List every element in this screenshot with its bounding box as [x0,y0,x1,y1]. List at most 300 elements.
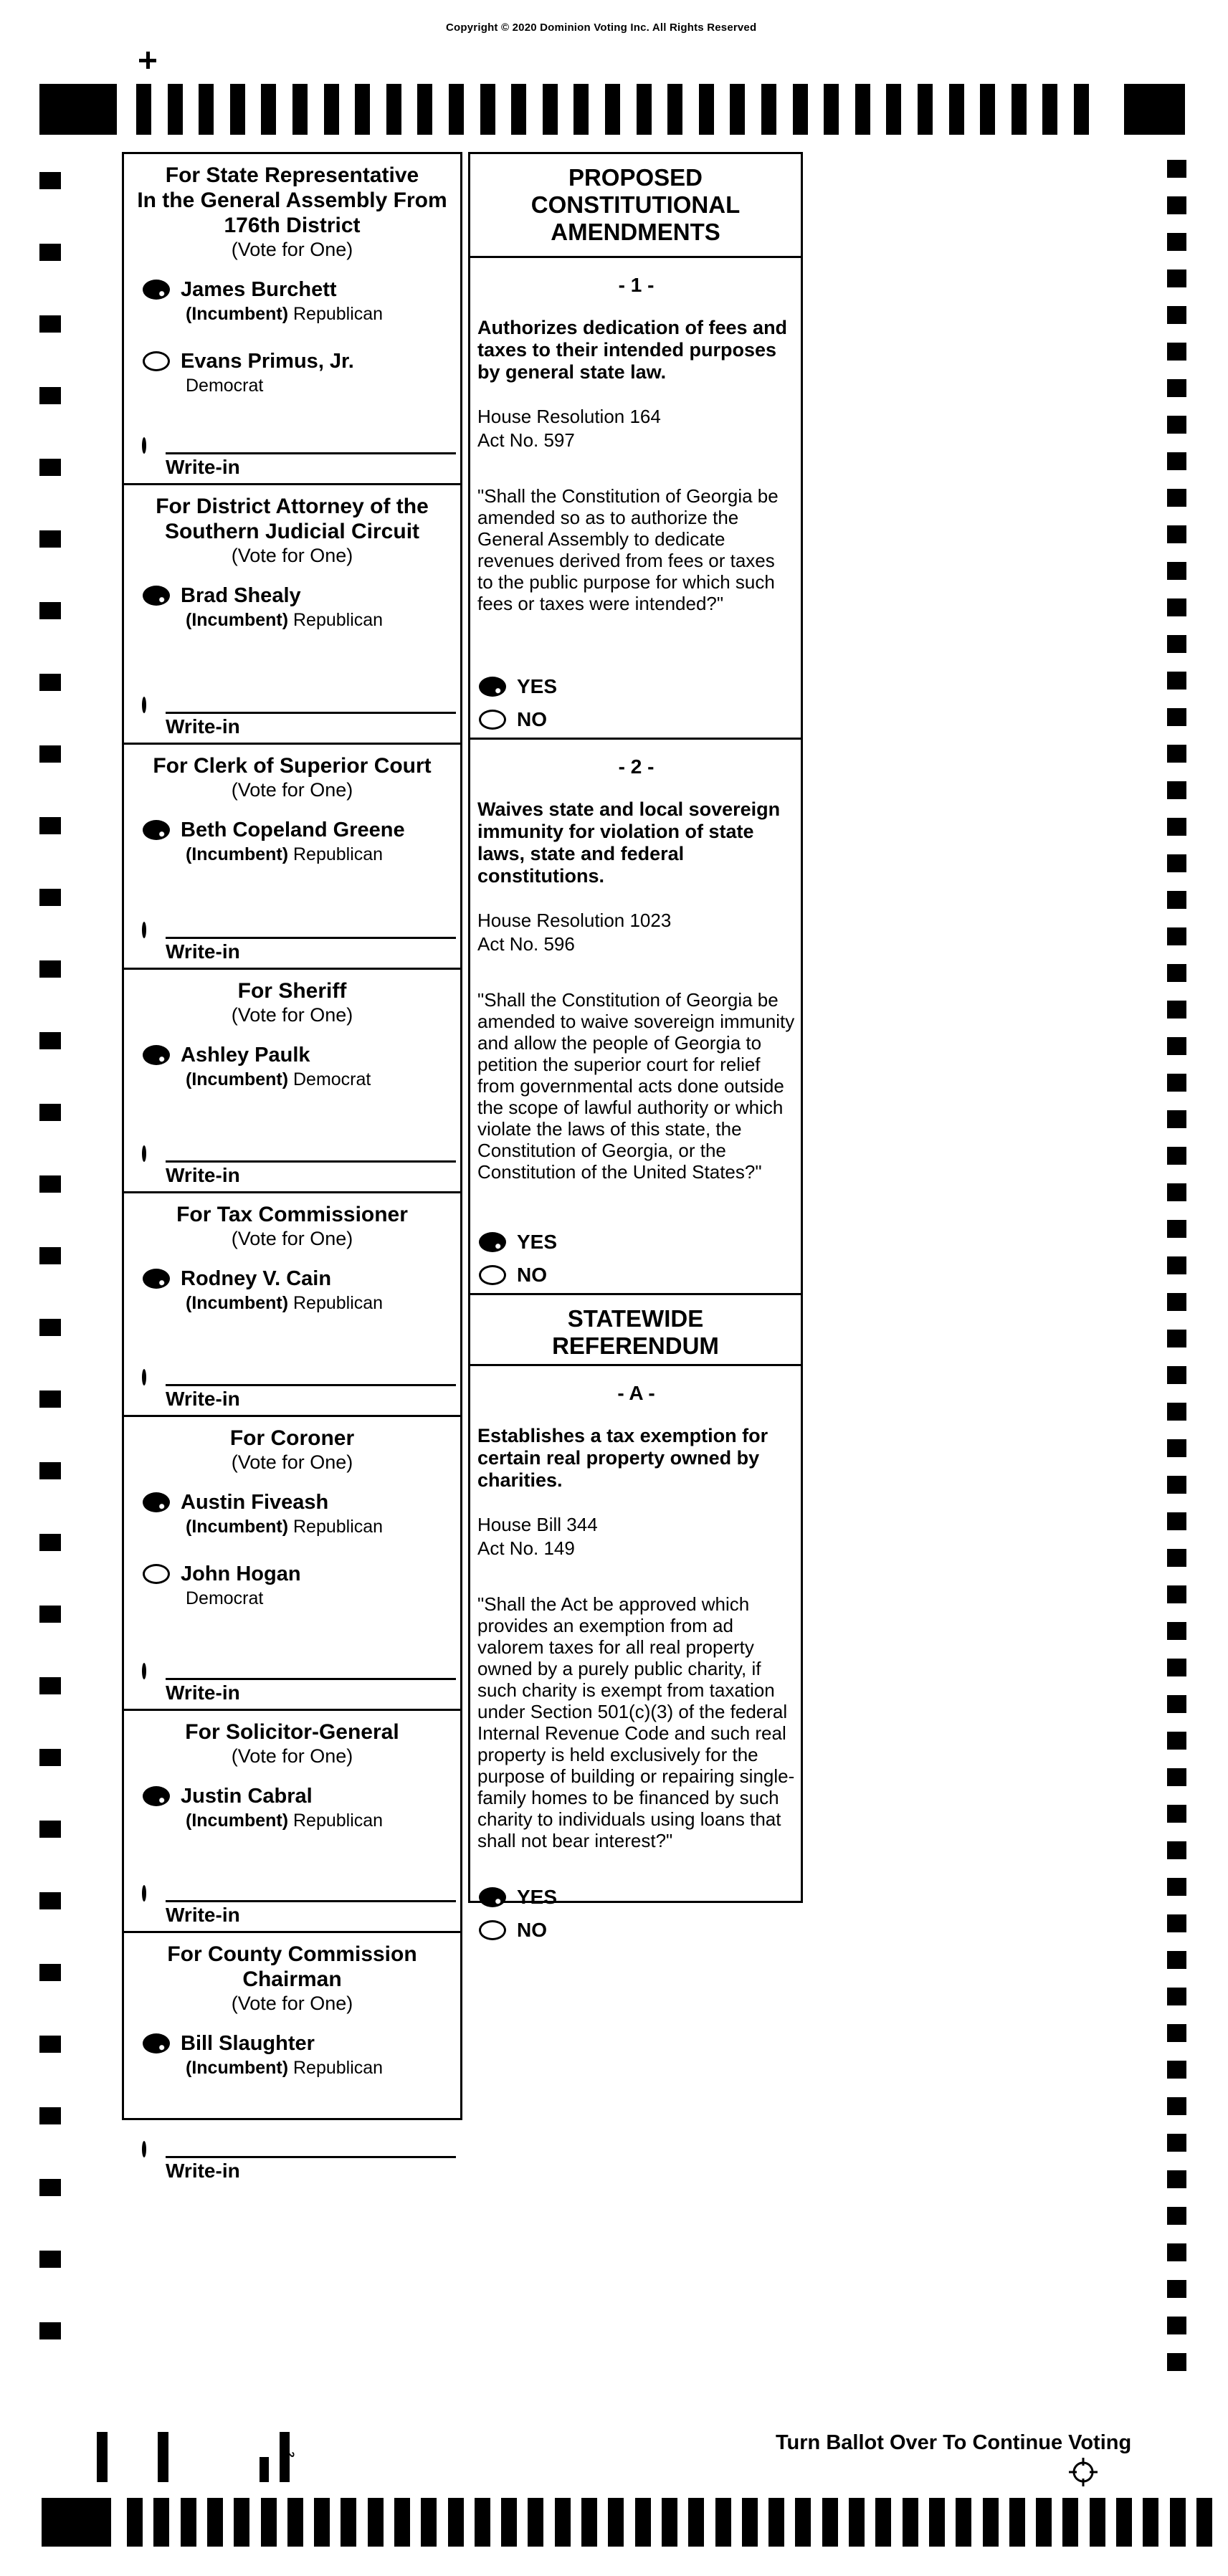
contest-title [127,494,457,544]
contest-box [124,494,460,745]
candidate-text [181,818,405,865]
timing-mark [1167,452,1186,470]
plus-alignment-icon [139,52,156,69]
timing-mark [386,84,401,135]
candidate-party [186,844,405,865]
write-in-line[interactable] [166,1900,456,1902]
choice-label: YES [517,1231,558,1253]
candidate-text [181,1784,383,1831]
vote-target-oval-filled[interactable] [479,1887,506,1907]
timing-mark [1167,1549,1186,1567]
timing-mark [1167,2097,1186,2115]
candidate-row [143,280,457,325]
measure-authority [477,909,795,956]
vote-target-oval-filled[interactable] [143,1786,170,1806]
timing-mark [795,2498,811,2547]
candidate-row [143,1786,457,1831]
timing-mark [1090,2498,1105,2547]
candidate-row [143,1045,457,1090]
choice-label: YES [517,675,558,697]
timing-mark [1167,1183,1186,1201]
write-in-area [142,439,456,479]
timing-mark [39,1892,61,1909]
timing-mark [1167,306,1186,324]
timing-block [42,2498,111,2547]
measure-authority-line: House Bill 344 [477,1514,598,1535]
candidate-party [186,609,383,631]
timing-mark [39,530,61,548]
timing-mark [39,1032,61,1049]
write-in-label: Write-in [166,1388,240,1410]
timing-mark [949,84,964,135]
contest-title-line: For State Representative [165,163,419,187]
timing-mark [39,1821,61,1838]
party-name: Republican [293,1293,384,1313]
contest-title [127,1426,457,1451]
contest-title-line: Southern Judicial Circuit [164,520,420,543]
section-header-line: STATEWIDE [567,1305,704,1332]
vote-target-oval-filled[interactable] [143,820,170,840]
timing-mark [1167,1001,1186,1019]
timing-mark [1167,1841,1186,1859]
timing-mark [1167,379,1186,397]
timing-mark [39,2322,61,2339]
ballot-measure-box [470,1382,801,1948]
timing-mark [234,2498,249,2547]
timing-mark [1167,489,1186,507]
timing-mark [39,2036,61,2053]
timing-mark [1167,416,1186,434]
vote-target-oval-filled[interactable] [143,1269,170,1289]
write-in-oval[interactable] [142,1369,146,1385]
timing-mark [511,84,526,135]
measure-authority [477,1513,795,1560]
timing-mark [421,2498,437,2547]
timing-mark [324,84,339,135]
party-name: Democrat [186,376,264,396]
timing-mark [1009,2498,1025,2547]
candidate-party [186,1588,301,1609]
vote-target-oval-filled[interactable] [143,1492,170,1512]
candidate-row [143,586,457,631]
choice-row [479,1231,557,1253]
timing-mark [1167,854,1186,872]
write-in-label: Write-in [166,715,240,738]
contest-box [124,1426,460,1711]
timing-mark [824,84,839,135]
timing-mark [39,960,61,978]
candidate-row [143,1269,457,1314]
incumbent-designation: (Incumbent) [186,1293,293,1313]
write-in-line[interactable] [166,937,456,939]
timing-mark [730,84,745,135]
candidate-text [181,349,354,396]
write-in-label: Write-in [166,940,240,963]
choice-row [479,1886,557,1908]
timing-mark [449,84,464,135]
timing-mark [1167,1330,1186,1347]
timing-mark [1167,1037,1186,1055]
timing-mark [1167,2024,1186,2042]
candidate-party [186,1516,383,1537]
timing-mark [480,84,495,135]
choice-row [479,1919,547,1941]
candidate-text [181,1043,371,1090]
timing-mark [1167,1622,1186,1640]
write-in-label: Write-in [166,1681,240,1704]
write-in-line[interactable] [166,1384,456,1386]
timing-mark [1167,672,1186,690]
timing-mark [199,84,214,135]
candidate-party [186,375,354,396]
vote-instruction: (Vote for One) [231,1451,353,1473]
timing-mark [822,2498,838,2547]
timing-mark [1167,2317,1186,2334]
turn-ballot-over-text: Turn Ballot Over To Continue Voting [776,2431,1132,2454]
timing-mark [39,602,61,619]
timing-mark [608,2498,624,2547]
write-in-oval[interactable] [142,1663,146,1679]
contest-title [127,978,457,1003]
timing-mark [501,2498,517,2547]
ballot-measure-box [470,755,801,1295]
incumbent-designation: (Incumbent) [186,1517,293,1537]
timing-mark [39,1964,61,1981]
timing-mark [1042,84,1057,135]
timing-mark [1167,964,1186,982]
timing-mark [39,244,61,261]
vote-instruction: (Vote for One) [231,239,353,260]
write-in-line[interactable] [166,712,456,714]
timing-mark [1167,562,1186,580]
timing-mark [1167,343,1186,361]
timing-mark [635,2498,651,2547]
timing-mark [368,2498,384,2547]
incumbent-designation: (Incumbent) [186,610,293,630]
candidate-text [181,583,383,631]
candidate-text [181,277,383,325]
vote-target-oval[interactable] [143,1564,170,1584]
timing-mark [417,84,432,135]
party-name: Republican [293,610,384,630]
choice-label: NO [517,1264,547,1286]
party-name: Republican [293,2058,384,2078]
timing-mark [1143,2498,1158,2547]
write-in-oval[interactable] [142,2141,146,2157]
vote-instruction: (Vote for One) [231,545,353,566]
timing-mark [1116,2498,1132,2547]
timing-mark [355,84,370,135]
timing-mark [1167,160,1186,178]
timing-mark [39,1462,61,1479]
vote-target-oval-filled[interactable] [479,677,506,697]
timing-block [1124,84,1185,135]
timing-mark [261,2498,277,2547]
write-in-label: Write-in [166,1164,240,1186]
timing-mark [855,84,870,135]
timing-mark [39,1319,61,1336]
contest-box [124,1202,460,1417]
vote-target-oval[interactable] [479,1265,506,1285]
timing-mark [1167,233,1186,251]
incumbent-designation: (Incumbent) [186,1069,293,1089]
measure-question: "Shall the Constitution of Georgia be amended to waive sovereign immunity and allow the people of Georgia to petition the superior court for relief from governmental acts done outside the scope of lawful authority or which violate the laws of this state, the Constitution of Georgia, or the Constitution of the United States?" [477,989,795,1183]
contest-box [124,978,460,1193]
vote-target-oval-filled[interactable] [143,1045,170,1065]
timing-mark [1167,1585,1186,1603]
timing-mark [1167,1878,1186,1896]
candidate-name: Rodney V. Cain [181,1267,332,1290]
write-in-oval[interactable] [142,437,146,454]
contest-title-line: For District Attorney of the [156,495,429,518]
section-header-line: AMENDMENTS [551,219,720,245]
timing-mark [1167,635,1186,653]
timing-mark [1167,2353,1186,2371]
timing-mark [39,2107,61,2124]
timing-mark [1167,2207,1186,2225]
candidate-name: Justin Cabral [181,1785,313,1808]
timing-mark [667,84,682,135]
vote-target-oval-filled[interactable] [479,1232,506,1252]
measure-summary: Authorizes dedication of fees and taxes to their intended purposes by general state law. [477,317,788,383]
write-in-area [142,2143,456,2183]
timing-mark [1167,2061,1186,2079]
timing-mark [1167,1951,1186,1969]
contest-box [124,1719,460,1933]
candidate-party [186,1069,371,1090]
timing-mark [768,2498,784,2547]
vote-instruction: (Vote for One) [231,779,353,801]
party-name: Republican [293,844,384,864]
timing-mark [699,84,714,135]
contest-title-line: For Coroner [229,1426,355,1450]
timing-mark [1170,2498,1186,2547]
ballot-measure-box [470,274,801,740]
timing-mark [39,1749,61,1766]
vote-target-oval-filled[interactable] [143,586,170,606]
candidate-row [143,1492,457,1537]
contest-title-line: Chairman [242,1967,342,1991]
timing-mark [39,459,61,476]
write-in-area [142,924,456,963]
measure-authority-line: Act No. 597 [477,429,575,451]
timing-mark [39,2179,61,2196]
timing-mark [39,745,61,763]
timing-mark [136,84,151,135]
timing-mark [181,2498,196,2547]
candidate-party [186,2057,383,2079]
timing-mark [1167,781,1186,799]
section-header-line: CONSTITUTIONAL [530,191,741,218]
timing-mark [39,1247,61,1264]
timing-mark [1167,525,1186,543]
party-name: Democrat [186,1588,264,1608]
timing-mark [1167,1110,1186,1128]
vote-instruction: (Vote for One) [231,1745,353,1767]
timing-mark [528,2498,543,2547]
registration-target-icon [1068,2457,1098,2487]
write-in-area [142,1665,456,1704]
timing-mark [742,2498,758,2547]
contest-title-line: For County Commission [167,1942,417,1966]
candidate-name: Austin Fiveash [181,1491,329,1514]
timing-mark [39,1534,61,1551]
vote-target-oval[interactable] [479,1920,506,1940]
timing-mark [1167,708,1186,726]
timing-mark [1167,1659,1186,1676]
candidate-name: Ashley Paulk [181,1044,310,1067]
vote-target-oval[interactable] [143,351,170,371]
timing-mark [1167,1366,1186,1384]
write-in-label: Write-in [166,1904,240,1926]
measure-summary: Waives state and local sovereign immunity for violation of state laws, state and federal constitutions. [477,798,781,887]
section-header-line: REFERENDUM [552,1332,719,1359]
candidate-text [181,1490,383,1537]
write-in-line[interactable] [166,452,456,454]
measure-summary: Establishes a tax exemption for certain real property owned by charities. [477,1425,768,1491]
timing-mark [39,1390,61,1408]
timing-mark [573,84,589,135]
timing-mark [903,2498,918,2547]
write-in-line[interactable] [166,1160,456,1163]
write-in-label: Write-in [166,456,240,478]
measure-column [468,152,803,1941]
timing-mark [849,2498,865,2547]
timing-mark [394,2498,410,2547]
contest-title [127,1719,457,1745]
vote-instruction: (Vote for One) [231,1228,353,1249]
timing-mark [341,2498,356,2547]
timing-mark [1167,1988,1186,2005]
ballot-id-bar [97,2432,108,2482]
measure-authority-line: Act No. 149 [477,1537,575,1559]
timing-mark [1167,269,1186,287]
timing-mark [1167,1512,1186,1530]
choice-row [479,1264,547,1286]
timing-mark [39,315,61,333]
vote-target-oval-filled[interactable] [143,280,170,300]
contest-box [124,1942,460,2187]
write-in-label: Write-in [166,2160,240,2182]
candidate-row [143,2033,457,2079]
write-in-oval[interactable] [142,1145,146,1162]
write-in-area [142,699,456,738]
candidate-row [143,1564,457,1609]
candidate-row [143,351,457,396]
timing-mark [555,2498,571,2547]
timing-mark [39,1104,61,1121]
timing-mark [1167,1914,1186,1932]
candidate-text [181,1266,383,1314]
timing-mark [715,2498,731,2547]
write-in-line[interactable] [166,1678,456,1680]
timing-mark [292,84,308,135]
candidate-text [181,2031,383,2079]
measure-number: - 1 - [618,274,655,296]
candidate-name: Brad Shealy [181,584,301,607]
timing-mark [543,84,558,135]
timing-mark [153,2498,169,2547]
timing-mark [662,2498,677,2547]
candidate-party [186,303,383,325]
contest-title-line: 176th District [224,214,361,237]
write-in-oval[interactable] [142,1885,146,1902]
incumbent-designation: (Incumbent) [186,1811,293,1831]
timing-mark [1167,1256,1186,1274]
timing-mark [886,84,901,135]
measure-authority [477,405,795,452]
timing-mark [1167,2243,1186,2261]
section-header-box [470,1295,801,1366]
choice-label: NO [517,708,547,730]
party-name: Republican [293,1517,384,1537]
measure-authority-line: House Resolution 164 [477,406,661,427]
timing-mark [39,1677,61,1694]
timing-mark [1167,1074,1186,1092]
contest-title-line: For Clerk of Superior Court [153,754,432,778]
measure-authority-line: Act No. 596 [477,933,575,955]
contest-title-line: For Solicitor-General [185,1720,399,1744]
write-in-oval[interactable] [142,697,146,713]
timing-mark [1012,84,1027,135]
measure-question: "Shall the Act be approved which provides an exemption from ad valorem taxes for all real property owned by a purely public charity, if such charity is exempt from taxation under Section 501(c)(3) of the federal Internal Revenue Code and such real property is held exclusively for the purpose of building or repairing single-family homes to be financed by such charity to individuals using loans that shall not bear interest?" [477,1593,795,1851]
timing-mark [1167,1768,1186,1786]
party-name: Republican [293,304,384,324]
contest-title-line: In the General Assembly From [137,189,447,212]
timing-mark [1167,818,1186,836]
measure-number: - A - [617,1382,655,1404]
timing-mark [1167,927,1186,945]
section-header-box [470,154,801,258]
write-in-line[interactable] [166,2156,456,2158]
timing-mark [1167,1476,1186,1494]
choice-label: NO [517,1919,547,1941]
measure-question: "Shall the Constitution of Georgia be amended so as to authorize the General Assembly to dedicate revenues derived from fees or taxes to the public purpose for which such fees or taxes were intended?" [477,485,779,614]
vote-target-oval-filled[interactable] [143,2033,170,2053]
write-in-area [142,1887,456,1927]
timing-mark [1167,1147,1186,1165]
incumbent-designation: (Incumbent) [186,304,293,324]
choice-row [479,709,547,730]
section-header-line: PROPOSED [568,164,703,191]
timing-block [39,84,117,135]
vote-target-oval[interactable] [479,710,506,730]
timing-mark [230,84,245,135]
timing-mark [688,2498,704,2547]
timing-mark [1062,2498,1078,2547]
candidate-name: James Burchett [181,278,337,301]
timing-mark [475,2498,490,2547]
timing-mark [39,1175,61,1193]
candidate-name: Bill Slaughter [181,2032,315,2055]
timing-mark [761,84,776,135]
timing-mark [1167,1439,1186,1457]
timing-mark [980,84,995,135]
party-name: Democrat [293,1069,371,1089]
measure-authority-line: House Resolution 1023 [477,910,672,931]
write-in-oval[interactable] [142,922,146,938]
contest-box [124,163,460,485]
timing-mark [956,2498,971,2547]
contest-box [124,753,460,970]
candidate-text [181,1562,301,1609]
measure-number: - 2 - [618,755,655,778]
timing-mark [1167,2170,1186,2188]
timing-mark [1167,745,1186,763]
vote-instruction: (Vote for One) [231,1993,353,2014]
timing-mark [581,2498,597,2547]
contest-title-line: For Sheriff [237,979,347,1003]
